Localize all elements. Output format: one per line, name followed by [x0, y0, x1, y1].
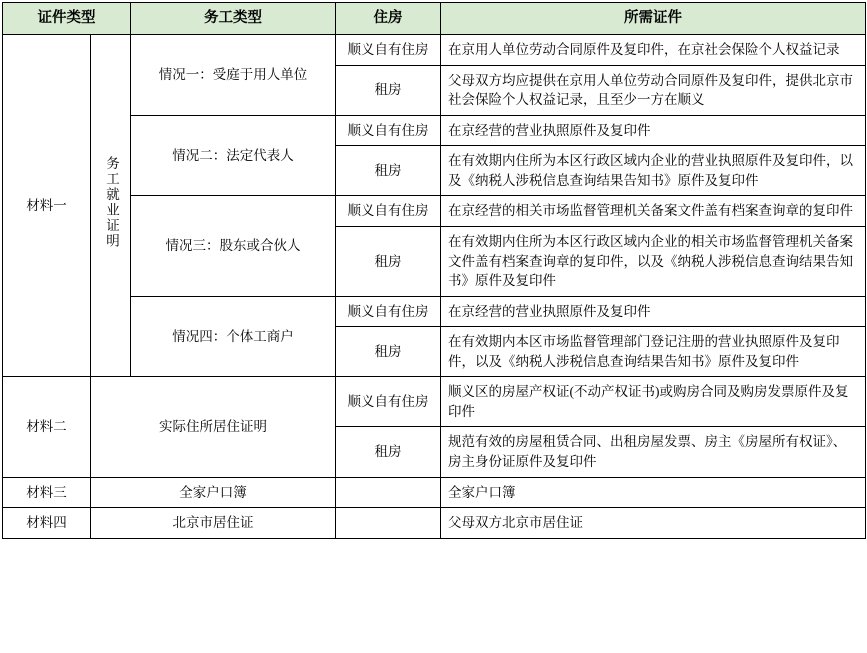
material-label-1: 材料一 — [3, 35, 91, 377]
table-row — [3, 508, 866, 539]
table-row — [3, 35, 866, 66]
docs-cell: 顺义区的房屋产权证(不动产权证书)或购房合同及购房发票原件及复印件 — [441, 377, 866, 427]
docs-cell: 父母双方北京市居住证 — [441, 508, 866, 539]
docs-cell: 父母双方均应提供在京用人单位劳动合同原件及复印件，提供北京市社会保险个人权益记录，且至少一方在顺义 — [441, 65, 866, 115]
docs-cell: 规范有效的房屋租赁合同、出租房屋发票、房主《房屋所有权证》、房主身份证原件及复印件 — [441, 427, 866, 477]
table-body — [3, 35, 866, 539]
table-header-row — [3, 3, 866, 35]
material-label-2: 材料二 — [3, 377, 91, 477]
docs-cell: 在有效期内住所为本区行政区域内企业的营业执照原件及复印件，以及《纳税人涉税信息查询结果告知书》原件及复印件 — [441, 146, 866, 196]
material-label-3: 材料三 — [3, 477, 91, 508]
docs-cell: 全家户口簿 — [441, 477, 866, 508]
housing-cell: 租房 — [336, 226, 441, 296]
housing-cell: 顺义自有住房 — [336, 377, 441, 427]
housing-cell: 顺义自有住房 — [336, 35, 441, 66]
docs-cell: 在京用人单位劳动合同原件及复印件，在京社会保险个人权益记录 — [441, 35, 866, 66]
housing-cell: 租房 — [336, 65, 441, 115]
docs-cell: 在有效期内本区市场监督管理部门登记注册的营业执照原件及复印件，以及《纳税人涉税信息查询结果告知书》原件及复印件 — [441, 327, 866, 377]
table-row — [3, 477, 866, 508]
column-header-required-docs: 所需证件 — [441, 3, 866, 35]
housing-cell — [336, 477, 441, 508]
work-proof-vertical-text: 务工就业证明 — [103, 156, 119, 250]
housing-cell: 顺义自有住房 — [336, 115, 441, 146]
housing-cell: 租房 — [336, 327, 441, 377]
residence-permit-label: 北京市居住证 — [91, 508, 336, 539]
material-label-4: 材料四 — [3, 508, 91, 539]
docs-cell: 在有效期内住所为本区行政区域内企业的相关市场监督管理机关备案文件盖有档案查询章的复印件，以及《纳税人涉税信息查询结果告知书》原件及复印件 — [441, 226, 866, 296]
table-row — [3, 296, 866, 327]
housing-cell: 租房 — [336, 427, 441, 477]
housing-cell: 顺义自有住房 — [336, 296, 441, 327]
column-header-housing: 住房 — [336, 3, 441, 35]
housing-cell: 顺义自有住房 — [336, 196, 441, 227]
column-header-cert-type: 证件类型 — [3, 3, 131, 35]
case-label-4: 情况四：个体工商户 — [131, 296, 336, 377]
docs-cell: 在京经营的相关市场监督管理机关备案文件盖有档案查询章的复印件 — [441, 196, 866, 227]
housing-cell — [336, 508, 441, 539]
case-label-2: 情况二：法定代表人 — [131, 115, 336, 196]
table-row — [3, 196, 866, 227]
docs-cell: 在京经营的营业执照原件及复印件 — [441, 296, 866, 327]
work-proof-vertical-label — [91, 35, 131, 377]
household-register-label: 全家户口簿 — [91, 477, 336, 508]
case-label-1: 情况一：受庭于用人单位 — [131, 35, 336, 116]
table-header — [3, 3, 866, 35]
housing-cell: 租房 — [336, 146, 441, 196]
case-label-3: 情况三：股东或合伙人 — [131, 196, 336, 296]
certificate-requirements-table — [2, 2, 866, 539]
column-header-work-type: 务工类型 — [131, 3, 336, 35]
docs-cell: 在京经营的营业执照原件及复印件 — [441, 115, 866, 146]
table-row — [3, 115, 866, 146]
table-row — [3, 377, 866, 427]
residence-proof-label: 实际住所居住证明 — [91, 377, 336, 477]
